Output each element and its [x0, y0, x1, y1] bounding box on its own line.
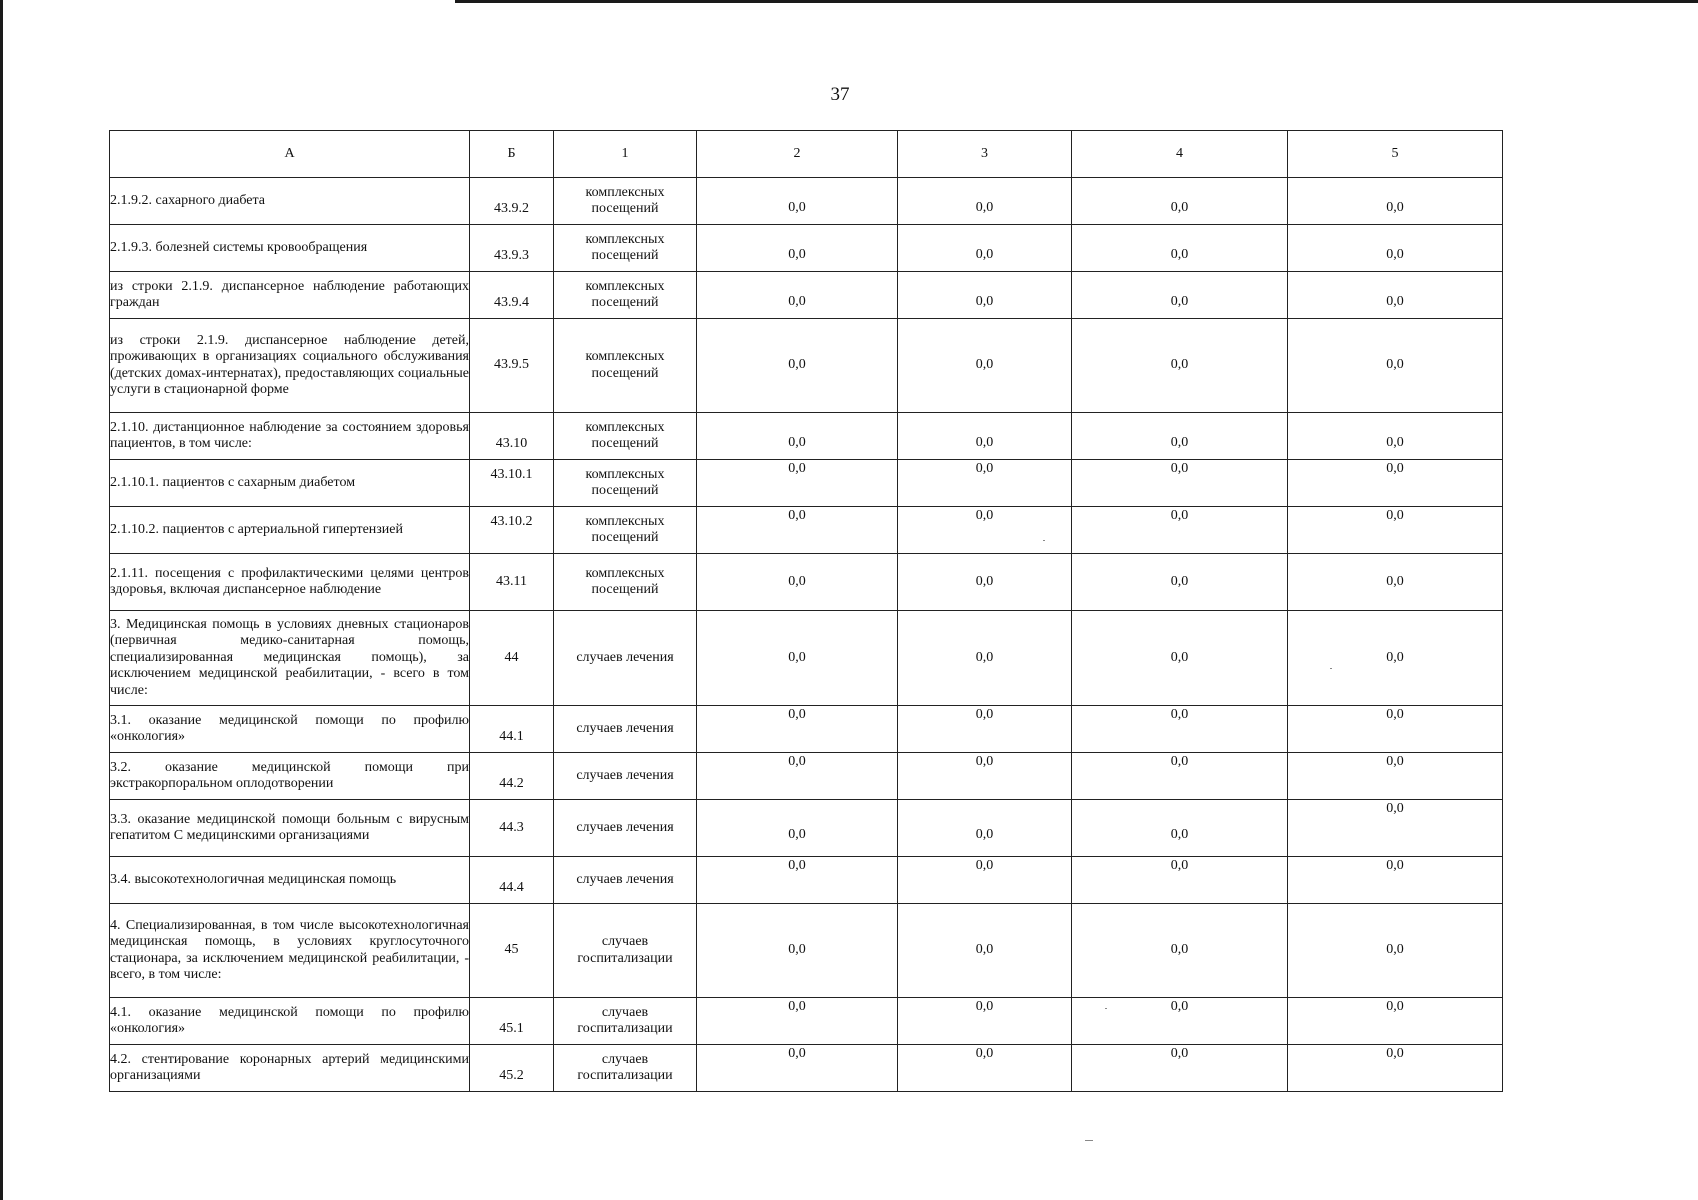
row-label: 3.2. оказание медицинской помощи при экстракорпоральном оплодотворении	[110, 753, 470, 800]
row-value: 0,0	[975, 293, 994, 309]
table-row	[110, 225, 1503, 272]
row-value-cell	[898, 225, 1072, 272]
row-label: 3.4. высокотехнологичная медицинская помощь	[110, 857, 470, 904]
row-code-cell	[470, 800, 554, 857]
row-value-cell	[1072, 706, 1288, 753]
row-value: 0,0	[1170, 434, 1189, 450]
row-value: 0,0	[788, 754, 806, 769]
row-code-cell	[470, 1045, 554, 1092]
row-value: 0,0	[1386, 357, 1404, 373]
header-row	[110, 131, 1503, 178]
row-code: 43.10.2	[490, 513, 533, 529]
table-row	[110, 753, 1503, 800]
row-code-cell	[470, 225, 554, 272]
row-value-cell	[697, 319, 898, 413]
row-value-cell	[1288, 554, 1503, 611]
row-label: 3.3. оказание медицинской помощи больным с вирусным гепатитом С медицинскими организациями	[110, 800, 470, 857]
row-code-cell	[470, 998, 554, 1045]
row-unit: комплексных посещений	[554, 319, 697, 413]
table-row	[110, 319, 1503, 413]
row-code-cell	[470, 413, 554, 460]
row-value-cell	[1072, 460, 1288, 507]
header-cell-b: Б	[470, 131, 554, 178]
row-value-cell	[898, 507, 1072, 554]
row-value-cell	[1288, 753, 1503, 800]
header-cell-5: 5	[1288, 131, 1503, 178]
row-value: 0,0	[975, 461, 994, 476]
row-value-cell	[1072, 413, 1288, 460]
row-unit: случаев лечения	[554, 706, 697, 753]
row-code: 43.10	[495, 435, 528, 451]
row-value: 0,0	[788, 573, 806, 589]
row-value-cell	[1072, 225, 1288, 272]
row-value: 0,0	[788, 649, 806, 665]
row-value-cell	[697, 272, 898, 319]
table-row	[110, 178, 1503, 225]
row-value: 0,0	[788, 461, 806, 476]
row-value: 0,0	[975, 199, 994, 215]
row-value-cell	[1288, 706, 1503, 753]
row-code-cell	[470, 272, 554, 319]
row-code: 43.9.3	[494, 247, 529, 263]
header-cell-2: 2	[697, 131, 898, 178]
row-value-cell	[1072, 800, 1288, 857]
row-value: 0,0	[1386, 1046, 1404, 1061]
row-value-cell	[1072, 611, 1288, 706]
row-value: 0,0	[1386, 461, 1404, 476]
header-cell-3: 3	[898, 131, 1072, 178]
row-value-cell	[1288, 904, 1503, 998]
row-value-cell	[697, 904, 898, 998]
row-value-cell	[697, 800, 898, 857]
row-value-cell	[1288, 460, 1503, 507]
row-value-cell	[1288, 857, 1503, 904]
row-value: 0,0	[1170, 508, 1189, 523]
row-value: 0,0	[1170, 293, 1189, 309]
row-value-cell	[1072, 753, 1288, 800]
row-value: 0,0	[975, 999, 994, 1014]
row-unit: комплексных посещений	[554, 460, 697, 507]
row-unit: случаев лечения	[554, 611, 697, 706]
row-value-cell	[898, 753, 1072, 800]
row-value: 0,0	[975, 357, 994, 373]
row-label: из строки 2.1.9. диспансерное наблюдение работающих граждан	[110, 272, 470, 319]
row-code: 45.1	[499, 1020, 524, 1036]
header-cell-a: А	[110, 131, 470, 178]
header-cell-1: 1	[554, 131, 697, 178]
row-code-cell	[470, 611, 554, 706]
row-value: 0,0	[1386, 707, 1404, 722]
row-value: 0,0	[975, 573, 994, 589]
row-label: из строки 2.1.9. диспансерное наблюдение детей, проживающих в организациях социального обслуживания (детских домах-интернатах), предоставляющих социальные услуги в стационарной форме	[110, 319, 470, 413]
row-value: 0,0	[1386, 508, 1404, 523]
row-value-cell	[898, 904, 1072, 998]
row-value-cell	[697, 554, 898, 611]
row-value-cell	[697, 225, 898, 272]
row-value: 0,0	[1170, 754, 1189, 769]
row-label: 4. Специализированная, в том числе высокотехнологичная медицинская помощь, в условиях круглосуточного стационара, за исключением медицинской реабилитации, - всего, в том числе:	[110, 904, 470, 998]
row-unit: комплексных посещений	[554, 272, 697, 319]
row-value: 0,0	[788, 508, 806, 523]
table-row	[110, 1045, 1503, 1092]
row-value-cell	[1072, 857, 1288, 904]
row-value: 0,0	[788, 707, 806, 722]
row-code-cell	[470, 904, 554, 998]
row-unit: случаев госпитализации	[554, 1045, 697, 1092]
row-value-cell	[697, 753, 898, 800]
row-unit: комплексных посещений	[554, 413, 697, 460]
row-value-cell	[697, 507, 898, 554]
row-value: 0,0	[1386, 573, 1404, 589]
row-value-cell	[1072, 178, 1288, 225]
row-value: 0,0	[788, 434, 806, 450]
row-value-cell	[898, 800, 1072, 857]
row-code: 43.9.5	[494, 357, 529, 373]
row-code-cell	[470, 460, 554, 507]
row-value: 0,0	[788, 826, 806, 842]
row-value-cell	[898, 857, 1072, 904]
row-code: 44	[504, 649, 519, 665]
row-value-cell	[1288, 225, 1503, 272]
row-value: 0,0	[1170, 573, 1189, 589]
row-value: 0,0	[1170, 707, 1189, 722]
table-row	[110, 272, 1503, 319]
row-value-cell	[898, 413, 1072, 460]
row-value: 0,0	[975, 508, 994, 523]
row-value-cell	[1072, 998, 1288, 1045]
row-value: 0,0	[1170, 461, 1189, 476]
row-label: 2.1.10. дистанционное наблюдение за состоянием здоровья пациентов, в том числе:	[110, 413, 470, 460]
row-code: 43.9.2	[494, 200, 529, 216]
row-code-cell	[470, 554, 554, 611]
row-code-cell	[470, 706, 554, 753]
row-value-cell	[1288, 413, 1503, 460]
row-value: 0,0	[1170, 357, 1189, 373]
row-value: 0,0	[1170, 826, 1189, 842]
scan-speck	[1105, 1008, 1107, 1009]
row-value-cell	[1288, 1045, 1503, 1092]
statistics-table	[109, 130, 1503, 1092]
row-value-cell	[898, 272, 1072, 319]
row-value-cell	[898, 706, 1072, 753]
row-value-cell	[898, 460, 1072, 507]
row-value: 0,0	[788, 293, 806, 309]
row-value: 0,0	[1386, 649, 1404, 665]
scan-speck	[1085, 1140, 1093, 1141]
row-code: 43.10.1	[490, 466, 533, 482]
row-label: 4.2. стентирование коронарных артерий медицинскими организациями	[110, 1045, 470, 1092]
row-value-cell	[1072, 272, 1288, 319]
row-value: 0,0	[1386, 754, 1404, 769]
row-label: 3. Медицинская помощь в условиях дневных стационаров (первичная медико-санитарная помощь, специализированная медицинская помощь), за исключением медицинской реабилитации, - всего в том числе:	[110, 611, 470, 706]
table-row	[110, 904, 1503, 998]
row-unit: случаев лечения	[554, 857, 697, 904]
row-value: 0,0	[1170, 649, 1189, 665]
row-unit: случаев лечения	[554, 800, 697, 857]
row-value: 0,0	[975, 942, 994, 958]
row-code-cell	[470, 319, 554, 413]
table-row	[110, 413, 1503, 460]
row-value-cell	[1288, 800, 1503, 857]
row-value-cell	[697, 611, 898, 706]
row-unit: комплексных посещений	[554, 178, 697, 225]
row-unit: случаев госпитализации	[554, 904, 697, 998]
row-code: 44.1	[499, 728, 524, 744]
row-value: 0,0	[975, 1046, 994, 1061]
row-code: 44.3	[499, 819, 524, 835]
row-value-cell	[1288, 319, 1503, 413]
row-code: 45	[504, 942, 519, 958]
row-code-cell	[470, 857, 554, 904]
row-value: 0,0	[975, 707, 994, 722]
row-value-cell	[898, 554, 1072, 611]
table-row	[110, 554, 1503, 611]
row-value: 0,0	[1386, 801, 1404, 816]
row-unit: случаев лечения	[554, 753, 697, 800]
row-label: 2.1.10.1. пациентов с сахарным диабетом	[110, 460, 470, 507]
row-unit: комплексных посещений	[554, 225, 697, 272]
row-value-cell	[697, 706, 898, 753]
row-value-cell	[1072, 507, 1288, 554]
row-value-cell	[898, 178, 1072, 225]
row-value: 0,0	[975, 434, 994, 450]
row-value: 0,0	[975, 246, 994, 262]
row-value-cell	[697, 857, 898, 904]
scan-top-rule	[455, 0, 1698, 3]
table-row	[110, 706, 1503, 753]
row-label: 3.1. оказание медицинской помощи по профилю «онкология»	[110, 706, 470, 753]
row-value-cell	[1072, 554, 1288, 611]
header-cell-4: 4	[1072, 131, 1288, 178]
table-row	[110, 507, 1503, 554]
table-body	[110, 178, 1503, 1092]
row-value-cell	[1072, 1045, 1288, 1092]
row-label: 2.1.9.2. сахарного диабета	[110, 178, 470, 225]
row-code: 44.2	[499, 775, 524, 791]
row-value: 0,0	[788, 1046, 806, 1061]
scan-speck	[1043, 540, 1045, 541]
row-code-cell	[470, 178, 554, 225]
row-value-cell	[697, 413, 898, 460]
row-label: 2.1.9.3. болезней системы кровообращения	[110, 225, 470, 272]
row-code-cell	[470, 507, 554, 554]
row-value: 0,0	[975, 826, 994, 842]
row-value: 0,0	[788, 357, 806, 373]
row-value-cell	[1288, 998, 1503, 1045]
row-code-cell	[470, 753, 554, 800]
page-number: 37	[830, 84, 850, 105]
table-row	[110, 800, 1503, 857]
row-value: 0,0	[975, 858, 994, 873]
row-code: 45.2	[499, 1067, 524, 1083]
row-value: 0,0	[1170, 858, 1189, 873]
row-value: 0,0	[1170, 942, 1189, 958]
scan-speck	[1330, 668, 1332, 669]
row-value: 0,0	[1170, 199, 1189, 215]
row-value: 0,0	[1170, 246, 1189, 262]
row-code: 43.9.4	[494, 294, 529, 310]
row-value-cell	[697, 1045, 898, 1092]
row-value: 0,0	[1386, 199, 1404, 215]
row-label: 2.1.11. посещения с профилактическими целями центров здоровья, включая диспансерное наблюдение	[110, 554, 470, 611]
row-value: 0,0	[1386, 434, 1404, 450]
row-value-cell	[1288, 178, 1503, 225]
row-label: 2.1.10.2. пациентов с артериальной гипертензией	[110, 507, 470, 554]
row-value: 0,0	[975, 649, 994, 665]
row-value-cell	[697, 178, 898, 225]
row-value-cell	[697, 998, 898, 1045]
row-value: 0,0	[1386, 858, 1404, 873]
row-value-cell	[898, 998, 1072, 1045]
row-code: 44.4	[499, 879, 524, 895]
row-value-cell	[1288, 611, 1503, 706]
row-value: 0,0	[1386, 999, 1404, 1014]
row-label: 4.1. оказание медицинской помощи по профилю «онкология»	[110, 998, 470, 1045]
row-value-cell	[697, 460, 898, 507]
row-value: 0,0	[1386, 293, 1404, 309]
table-row	[110, 611, 1503, 706]
row-value: 0,0	[1170, 1046, 1189, 1061]
row-value-cell	[898, 1045, 1072, 1092]
table-row	[110, 460, 1503, 507]
scan-left-edge	[0, 0, 3, 1200]
row-unit: комплексных посещений	[554, 507, 697, 554]
row-value: 0,0	[1170, 999, 1189, 1014]
row-value-cell	[1072, 904, 1288, 998]
row-value: 0,0	[788, 858, 806, 873]
row-value-cell	[898, 319, 1072, 413]
row-value: 0,0	[1386, 942, 1404, 958]
table-row	[110, 857, 1503, 904]
row-value: 0,0	[788, 199, 806, 215]
row-unit: случаев госпитализации	[554, 998, 697, 1045]
row-value: 0,0	[975, 754, 994, 769]
row-value-cell	[1072, 319, 1288, 413]
table-row	[110, 998, 1503, 1045]
row-value-cell	[1288, 272, 1503, 319]
row-value-cell	[1288, 507, 1503, 554]
row-value: 0,0	[788, 942, 806, 958]
row-value: 0,0	[1386, 246, 1404, 262]
row-unit: комплексных посещений	[554, 554, 697, 611]
row-value: 0,0	[788, 246, 806, 262]
row-value-cell	[898, 611, 1072, 706]
row-code: 43.11	[496, 573, 527, 589]
row-value: 0,0	[788, 999, 806, 1014]
